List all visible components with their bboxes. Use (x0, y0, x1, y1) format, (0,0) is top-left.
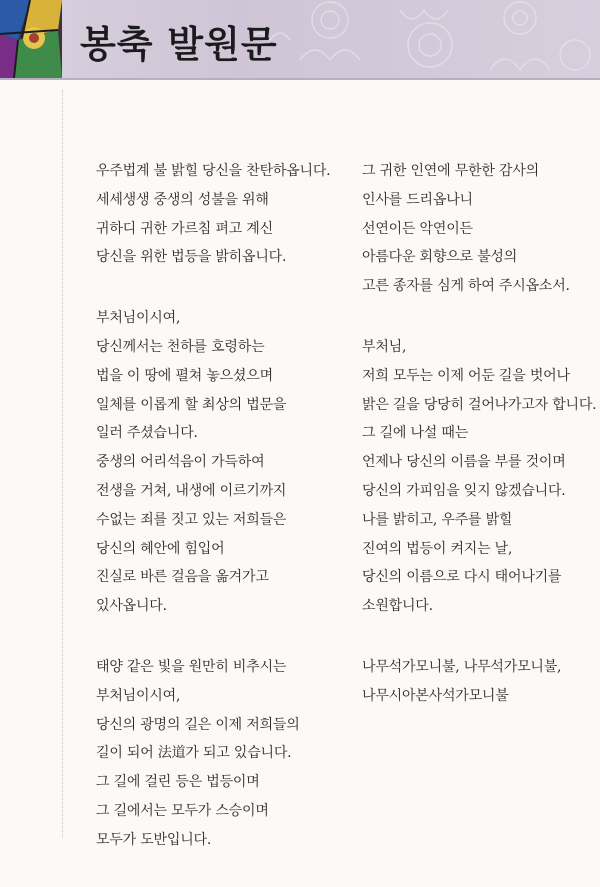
verse-line: 당신께서는 천하를 호령하는 (96, 338, 265, 355)
verse-line: 고른 종자를 심게 하여 주시옵소서. (362, 278, 570, 295)
paragraph (362, 653, 594, 711)
verse-line: 당신을 위한 법등을 밝히옵니다. (96, 249, 287, 266)
verse-line: 중생의 어리석음이 가득하여 (96, 454, 265, 471)
verse-line: 나무시아본사석가모니불 (362, 687, 509, 704)
verse-line: 부처님이시여, (96, 687, 181, 704)
verse-line: 당신의 광명의 길은 이제 저희들의 (96, 716, 300, 733)
page-title: 봉축 발원문 (80, 22, 278, 66)
verse-line: 세세생생 중생의 성불을 위해 (96, 191, 269, 208)
verse-line: 밝은 길을 당당히 걸어나가고자 합니다. (362, 396, 597, 413)
verse-line: 그 길에 나설 때는 (362, 425, 469, 442)
verse-line: 진실로 바른 걸음을 옮겨가고 (96, 569, 269, 586)
verse-line: 아름다운 회향으로 불성의 (362, 249, 518, 266)
paragraph (362, 157, 594, 301)
left-column (96, 157, 351, 887)
verse-line: 언제나 당신의 이름을 부를 것이며 (362, 454, 566, 471)
verse-line: 일러 주셨습니다. (96, 425, 198, 442)
verse-line: 나무석가모니불, 나무석가모니불, (362, 658, 562, 675)
verse-line: 그 길에서는 모두가 스승이며 (96, 802, 269, 819)
verse-line: 나를 밝히고, 우주를 밝힐 (362, 511, 513, 528)
verse-line: 그 귀한 인연에 무한한 감사의 (362, 163, 539, 179)
verse-line: 전생을 거쳐, 내생에 이르기까지 (96, 482, 287, 499)
column-divider (62, 90, 63, 838)
verse-line: 모두가 도반입니다. (96, 831, 212, 848)
verse-line: 수없는 죄를 짓고 있는 저희들은 (96, 511, 287, 528)
verse-line: 있사옵니다. (96, 598, 167, 615)
verse-line: 소원합니다. (362, 598, 433, 615)
verse-line: 그 길에 걸린 등은 법등이며 (96, 774, 260, 791)
verse-line: 태양 같은 빛을 원만히 비추시는 (96, 658, 287, 675)
paragraph (96, 157, 351, 272)
verse-line: 저희 모두는 이제 어둔 길을 벗어나 (362, 367, 570, 384)
verse-line: 법을 이 땅에 펼쳐 놓으셨으며 (96, 367, 273, 384)
verse-line: 부처님, (362, 338, 407, 355)
paragraph (362, 333, 597, 621)
verse-line: 선연이든 악연이든 (362, 220, 473, 237)
verse-line: 일체를 이롭게 할 최상의 법문을 (96, 396, 287, 413)
verse-line: 진여의 법등이 켜지는 날, (362, 540, 513, 557)
page-header (0, 0, 600, 78)
verse-line: 당신의 가피임을 잊지 않겠습니다. (362, 482, 566, 499)
verse-line: 당신의 이름으로 다시 태어나기를 (362, 569, 562, 586)
verse-line: 길이 되어 法道가 되고 있습니다. (96, 745, 292, 762)
paragraph (96, 653, 351, 855)
verse-line: 부처님이시여, (96, 310, 181, 327)
header-border (0, 78, 600, 80)
verse-line: 인사를 드리옵나니 (362, 191, 473, 208)
verse-line: 귀하디 귀한 가르침 펴고 계신 (96, 220, 273, 237)
lantern-image (0, 0, 62, 78)
right-column (362, 157, 597, 743)
verse-line: 우주법계 불 밝힐 당신을 찬탄하옵니다. (96, 163, 331, 179)
paragraph (96, 304, 351, 621)
verse-line: 당신의 혜안에 힘입어 (96, 540, 225, 557)
